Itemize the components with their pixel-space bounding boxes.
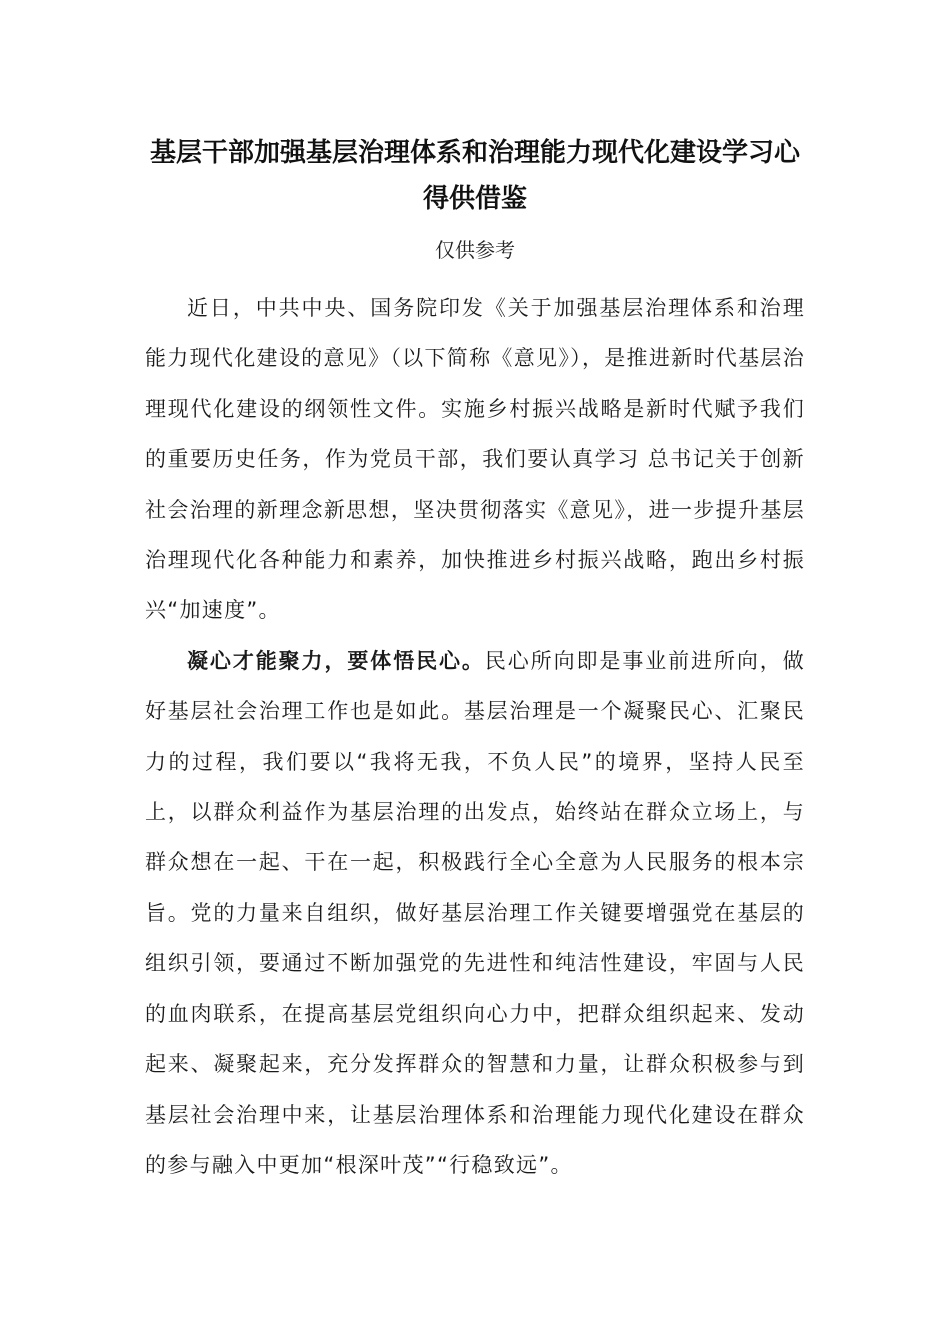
paragraph-text: 近日，中共中央、国务院印发《关于加强基层治理体系和治理能力现代化建设的意见》（以下简称《意见》），是推进新时代基层治理现代化建设的纲领性文件。实施乡村振兴战略是新时代赋予我们的重要历史任务，作为党员干部，我们要认真学习 总书记关于创新社会治理的新理念新思想，坚决贯彻落实《意见》，进一步提升基层治理现代化各种能力和素养，加快推进乡村振兴战略，跑出乡村振兴“加速度”。 xyxy=(145,296,805,623)
document-title: 基层干部加强基层治理体系和治理能力现代化建设学习心得供借鉴 xyxy=(149,138,800,214)
paragraph-lead: 凝心才能聚力，要体悟民心。 xyxy=(187,647,485,673)
document-body xyxy=(145,283,805,1190)
paragraph-intro xyxy=(145,283,805,636)
paragraph-text: 民心所向即是事业前进所向，做好基层社会治理工作也是如此。基层治理是一个凝聚民心、汇聚民力的过程，我们要以“我将无我，不负人民”的境界，坚持人民至上，以群众利益作为基层治理的出发点，始终站在群众立场上，与群众想在一起、干在一起，积极践行全心全意为人民服务的根本宗旨。党的力量来自组织，做好基层治理工作关键要增强党在基层的组织引领，要通过不断加强党的先进性和纯洁性建设，牢固与人民的血肉联系，在提高基层党组织向心力中，把群众组织起来、发动起来、凝聚起来，充分发挥群众的智慧和力量，让群众积极参与到基层社会治理中来，让基层治理体系和治理能力现代化建设在群众的参与融入中更加“根深叶茂”“行稳致远”。 xyxy=(145,648,806,1177)
paragraph-section-1 xyxy=(145,636,805,1190)
document-subtitle: 仅供参考 xyxy=(435,238,515,262)
